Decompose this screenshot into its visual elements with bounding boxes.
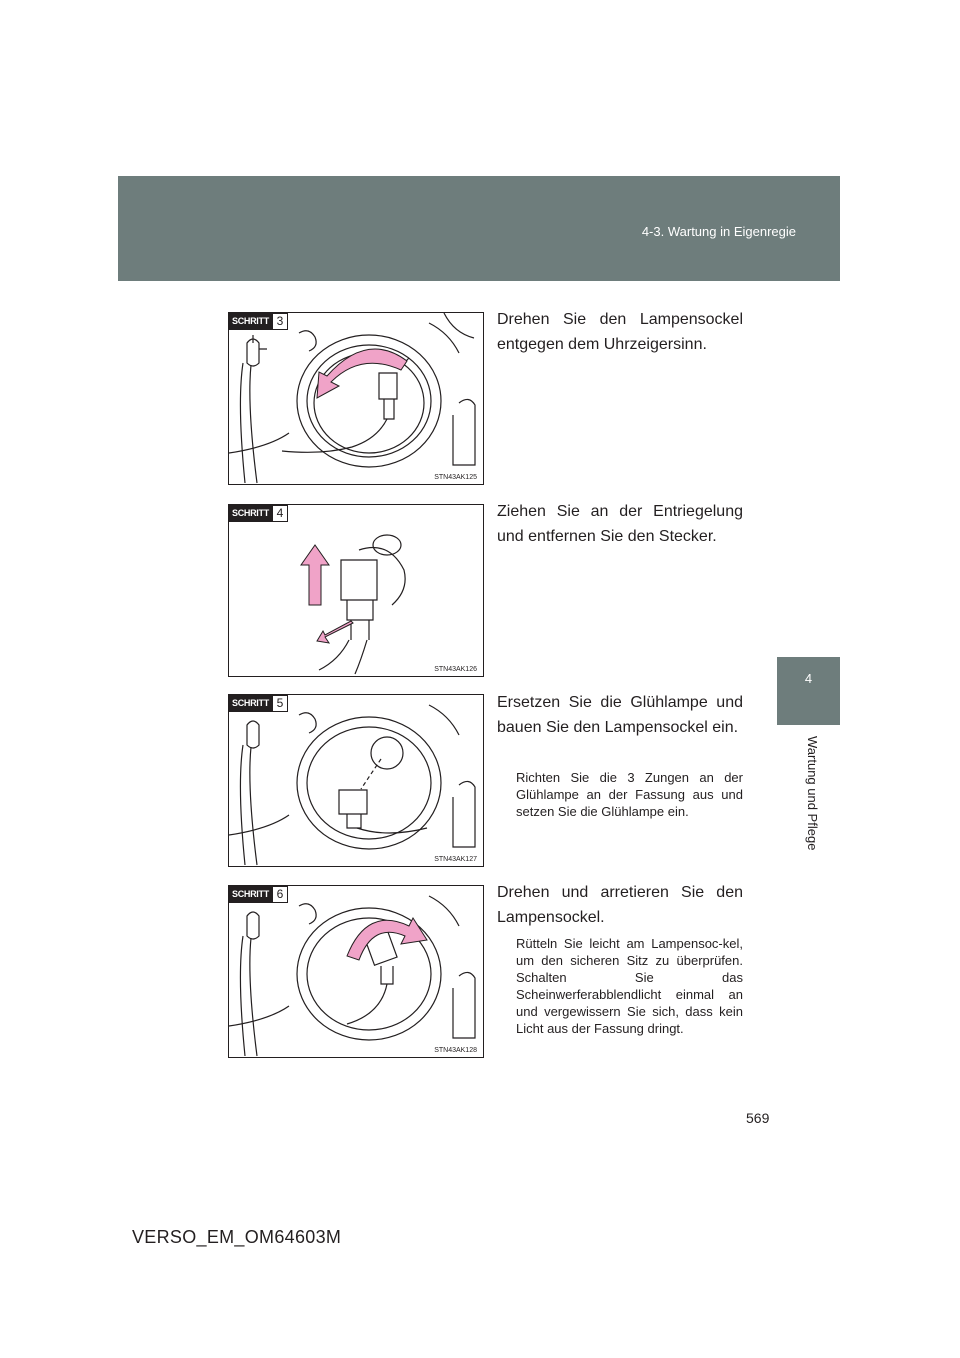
connector-removal-illustration (229, 505, 484, 677)
step-number: 6 (272, 886, 288, 903)
step-3-instruction: Drehen Sie den Lampensockel entgegen dem Uhrzeigersinn. (497, 311, 743, 353)
bulb-replacement-illustration (229, 695, 484, 867)
figure-code: STN43AK128 (434, 1047, 477, 1054)
step-badge-label: SCHRITT (229, 886, 272, 903)
step-5-instruction: Ersetzen Sie die Glühlampe und bauen Sie den Lampensockel ein. (497, 694, 743, 736)
document-code: VERSO_EM_OM64603M (132, 1227, 342, 1247)
figure-code: STN43AK127 (434, 856, 477, 863)
section-header-band (118, 176, 840, 281)
step-3-figure (228, 312, 484, 485)
socket-locking-illustration (229, 886, 484, 1058)
step-number: 3 (272, 313, 288, 330)
step-badge (229, 313, 288, 330)
section-title: 4-3. Wartung in Eigenregie (641, 224, 796, 239)
figure-code: STN43AK126 (434, 666, 477, 673)
step-6-figure (228, 885, 484, 1058)
headlamp-socket-illustration (229, 313, 484, 485)
step-4-figure (228, 504, 484, 677)
step-6-instruction: Drehen und arretieren Sie den Lampensockel. (497, 884, 743, 926)
step-5-note: Richten Sie die 3 Zungen an der Glühlampe an der Fassung aus und setzen Sie die Glühlampe ein. (516, 770, 743, 819)
step-badge (229, 886, 288, 903)
step-5-figure (228, 694, 484, 867)
step-6-note: Rütteln Sie leicht am Lampensoc-kel, um den sicheren Sitz zu überprüfen. Schalten Sie das Scheinwerferabblendlicht einmal an und vergewissern Sie sich, dass kein Licht aus der Fassung dringt. (516, 936, 743, 1036)
step-badge (229, 505, 288, 522)
step-number: 4 (272, 505, 288, 522)
step-number: 5 (272, 695, 288, 712)
chapter-tab (777, 657, 840, 725)
step-badge-label: SCHRITT (229, 313, 272, 330)
chapter-number: 4 (804, 671, 813, 686)
step-badge-label: SCHRITT (229, 505, 272, 522)
chapter-title: Wartung und Pflege (805, 736, 820, 851)
figure-code: STN43AK125 (434, 474, 477, 481)
step-badge-label: SCHRITT (229, 695, 272, 712)
step-badge (229, 695, 288, 712)
page-number: 569 (746, 1110, 770, 1126)
step-4-instruction: Ziehen Sie an der Entriegelung und entfernen Sie den Stecker. (497, 503, 743, 545)
